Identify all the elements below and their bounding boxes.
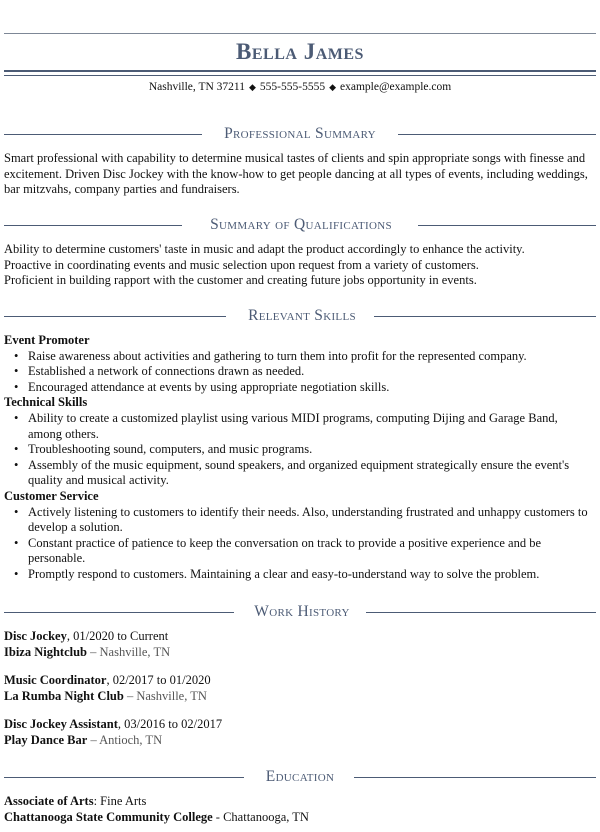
heading-rule-left [4, 225, 182, 226]
section-title: Education [265, 768, 335, 785]
job-entry [4, 717, 590, 748]
skill-list [4, 505, 590, 583]
heading-rule-right [398, 134, 596, 135]
skill-list [4, 411, 590, 489]
job-location: – Nashville, TN [123, 688, 207, 703]
section-title: Summary of Qualifications [210, 216, 392, 233]
skill-group-title: Event Promoter [4, 333, 90, 347]
section-heading-qualifications [4, 216, 596, 234]
skill-item: • Encouraged attendance at events by using appropriate negotiation skills. [28, 380, 590, 396]
job-dates: , 01/2020 to Current [66, 629, 169, 643]
job-company: Ibiza Nightclub [4, 644, 88, 659]
qualification-line: Proficient in building rapport with the customer and creating future jobs opportunity in events. [4, 273, 477, 288]
skill-list [4, 349, 590, 396]
skill-item: • Ability to create a customized playlist using various MIDI programs, computing Dijing and Garage Band, among others. [28, 411, 590, 442]
job-location: – Antioch, TN [87, 732, 163, 747]
skill-item: • Assembly of the music equipment, sound speakers, and organized equipment strategically ensure the event's quality and musical activity. [28, 458, 590, 489]
job-entry [4, 629, 590, 660]
qualifications-block [4, 242, 590, 289]
diamond-separator-icon: ◆ [248, 82, 256, 92]
header-double-rule [4, 70, 596, 76]
job-company: Play Dance Bar [4, 732, 88, 747]
contact-line [0, 80, 600, 94]
heading-rule-left [4, 612, 234, 613]
section-heading-summary [4, 125, 596, 143]
job-dates: , 03/2016 to 02/2017 [117, 717, 223, 732]
school-location: - Chattanooga, TN [212, 809, 309, 824]
degree: Associate of Arts [4, 794, 94, 808]
job-entry [4, 673, 590, 704]
section-heading-education [4, 768, 596, 786]
skill-item: • Constant practice of patience to keep the conversation on track to provide a positive experience and be personable. [28, 536, 590, 567]
section-heading-skills [4, 307, 596, 325]
skill-item: • Actively listening to customers to identify their needs. Also, understanding frustrated and unhappy customers to develop a solution. [28, 505, 590, 536]
section-heading-work [4, 603, 596, 621]
heading-rule-left [4, 316, 226, 317]
contact-email: example@example.com [340, 81, 452, 93]
skill-item: • Established a network of connections drawn as needed. [28, 364, 590, 380]
contact-address: Nashville, TN 37211 [148, 81, 245, 93]
skill-group-title: Customer Service [4, 488, 99, 503]
skills-block [4, 333, 590, 583]
section-title: Work History [254, 603, 350, 620]
job-company: La Rumba Night Club [4, 688, 124, 703]
skill-item: • Raise awareness about activities and gathering to turn them into profit for the represented company. [28, 349, 590, 365]
job-location: – Nashville, TN [87, 644, 171, 659]
top-rule [4, 33, 596, 34]
contact-phone: 555-555-5555 [259, 81, 326, 93]
diamond-separator-icon: ◆ [329, 82, 336, 92]
heading-rule-left [4, 777, 244, 778]
heading-rule-right [366, 612, 596, 613]
section-title: Relevant Skills [248, 307, 356, 324]
qualification-line: Proactive in coordinating events and music selection upon request from a variety of customers. [4, 257, 479, 272]
heading-rule-left [4, 134, 202, 135]
qualification-line: Ability to determine customers' taste in music and adapt the product accordingly to enhance the activity. [4, 242, 525, 256]
job-role: Disc Jockey [4, 629, 67, 643]
education-block [4, 794, 590, 825]
job-role: Disc Jockey Assistant [4, 717, 118, 732]
work-block [4, 629, 590, 749]
job-role: Music Coordinator [4, 673, 107, 688]
summary-text: Smart professional with capability to determine musical tastes of clients and spin appropriate songs with finesse and excitement. Driven Disc Jockey with the know-how to get people dancing at all types of events, including weddings, bar mitzvahs, company parties and fundraisers. [4, 151, 588, 197]
heading-rule-right [418, 225, 596, 226]
skill-item: • Promptly respond to customers. Maintaining a clear and easy-to-understand way to solve the problem. [28, 567, 590, 583]
job-dates: , 02/2017 to 01/2020 [106, 673, 211, 688]
degree-field: : Fine Arts [93, 794, 147, 808]
skill-group-title: Technical Skills [4, 395, 88, 410]
heading-rule-right [354, 777, 596, 778]
candidate-name: Bella James [236, 39, 364, 64]
summary-block [4, 151, 590, 198]
school-name: Chattanooga State Community College [4, 809, 213, 824]
section-title: Professional Summary [224, 125, 376, 142]
heading-rule-right [374, 316, 596, 317]
skill-item: • Troubleshooting sound, computers, and music programs. [28, 442, 590, 458]
